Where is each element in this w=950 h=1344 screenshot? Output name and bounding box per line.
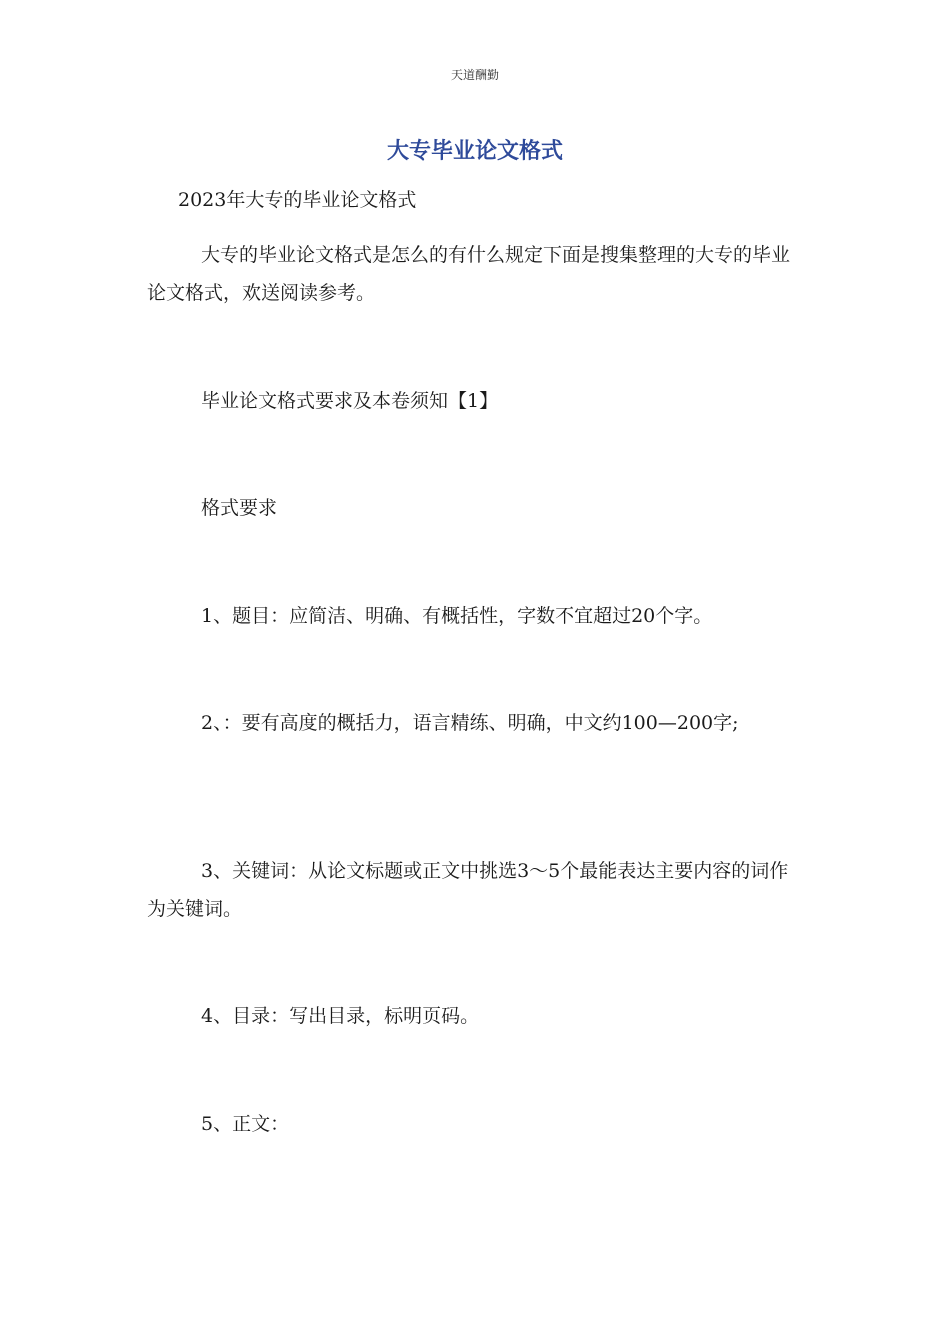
list-item-keywords: 3、关键词：从论文标题或正文中挑选3～5个最能表达主要内容的词作为关键词。 [147,860,789,920]
list-item-title: 1、题目：应简洁、明确、有概括性，字数不宜超过20个字。 [201,605,713,627]
subtitle-paragraph: 2023年大专的毕业论文格式 [178,189,417,211]
list-item-toc: 4、目录：写出目录，标明页码。 [201,1005,480,1027]
section-heading: 毕业论文格式要求及本卷须知【1】 [201,390,499,412]
document-title: 大专毕业论文格式 [386,139,563,164]
list-item-body: 5、正文： [201,1113,290,1135]
list-item-abstract: 2、：要有高度的概括力，语言精练、明确，中文约100—200字; [201,712,739,734]
page-header: 天道酬勤 [450,68,499,82]
intro-paragraph: 大专的毕业论文格式是怎么的有什么规定下面是搜集整理的大专的毕业论文格式，欢送阅读参考。 [147,244,791,304]
format-heading: 格式要求 [201,497,278,519]
